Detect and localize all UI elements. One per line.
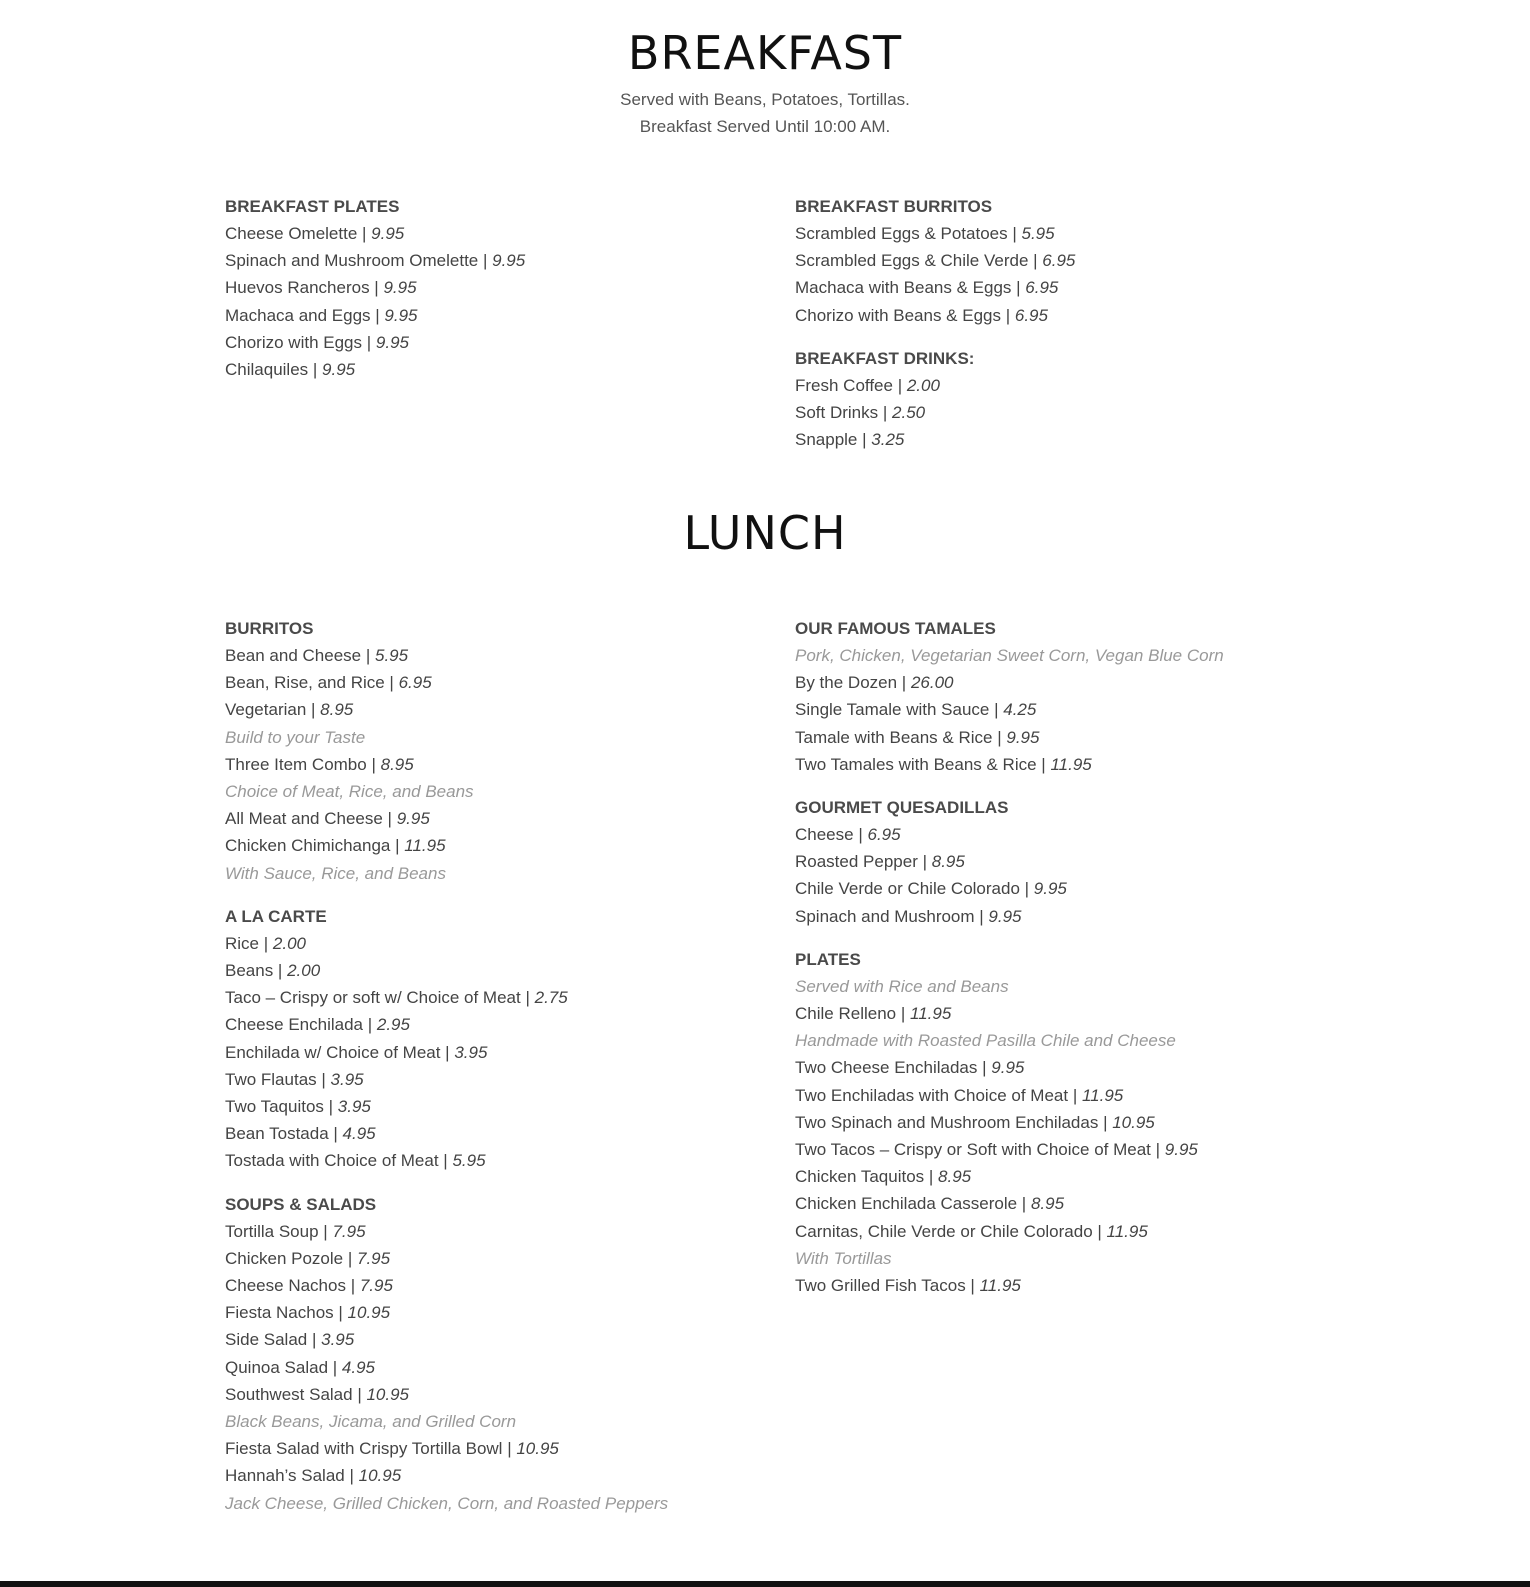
menu-item-price: 11.95 <box>1081 1085 1124 1105</box>
menu-item-separator: | <box>307 1330 322 1350</box>
menu-item-separator: | <box>857 430 872 450</box>
menu-item-price: 5.95 <box>1021 224 1055 243</box>
menu-item <box>225 1354 795 1381</box>
breakfast-right-column <box>795 193 1305 469</box>
menu-group-heading: PLATES <box>795 949 861 969</box>
menu-item-name: Chile Relleno <box>795 1004 897 1024</box>
menu-item <box>225 247 795 274</box>
breakfast-subtitle-line: Served with Beans, Potatoes, Tortillas. <box>620 90 910 109</box>
menu-item <box>795 372 1305 399</box>
menu-item-price: 2.00 <box>272 933 306 953</box>
menu-item <box>225 329 795 356</box>
menu-item-separator: | <box>370 305 385 325</box>
menu-item-price: 3.95 <box>330 1069 364 1089</box>
menu-item-separator: | <box>440 1042 455 1062</box>
menu-item-separator: | <box>366 754 381 774</box>
menu-item-separator: | <box>345 1276 360 1296</box>
menu-item <box>225 1381 795 1408</box>
menu-item <box>225 1093 795 1120</box>
menu-item-name: Spinach and Mushroom Omelette <box>225 251 479 271</box>
menu-item-name: Tostada with Choice of Meat <box>225 1151 439 1171</box>
menu-item-note: Choice of Meat, Rice, and Beans <box>225 782 474 802</box>
menu-item-price: 9.95 <box>384 305 418 325</box>
menu-item <box>795 875 1305 902</box>
menu-item <box>795 1136 1305 1163</box>
menu-item-separator: | <box>1150 1140 1165 1160</box>
menu-item <box>225 1462 795 1489</box>
menu-item-name: Chicken Chimichanga <box>225 836 391 856</box>
menu-item <box>225 984 795 1011</box>
menu-group-heading: BURRITOS <box>225 619 314 638</box>
menu-group-heading: A LA CARTE <box>225 906 327 926</box>
lunch-right-column <box>795 615 1305 1533</box>
menu-item <box>795 848 1305 875</box>
menu-item-name: Two Flautas <box>225 1069 317 1089</box>
menu-group <box>225 615 795 887</box>
menu-item-price: 9.95 <box>322 360 356 380</box>
menu-item-price: 2.00 <box>906 375 940 395</box>
menu-item <box>795 274 1305 301</box>
menu-item <box>795 696 1305 723</box>
lunch-menu <box>225 615 1305 1533</box>
menu-item <box>795 220 1305 247</box>
menu-group <box>795 193 1305 329</box>
lunch-title: LUNCH <box>683 506 847 560</box>
menu-item-name: Tortilla Soup <box>225 1221 319 1241</box>
menu-item-separator: | <box>977 1058 992 1078</box>
menu-item-name: Bean and Cheese <box>225 646 362 665</box>
breakfast-subtitle-line: Breakfast Served Until 10:00 AM. <box>639 117 891 136</box>
menu-item-name: Two Spinach and Mushroom Enchiladas <box>795 1112 1099 1132</box>
menu-item <box>795 1190 1305 1217</box>
menu-item <box>225 957 795 984</box>
menu-item-price: 10.95 <box>516 1439 559 1459</box>
menu-item <box>225 642 795 669</box>
menu-group <box>225 903 795 1175</box>
menu-item-price: 8.95 <box>380 754 414 774</box>
menu-group <box>225 193 795 383</box>
menu-item-name: Single Tamale with Sauce <box>795 700 990 720</box>
menu-item-name: Spinach and Mushroom <box>795 906 975 926</box>
menu-item-price: 8.95 <box>320 700 354 720</box>
menu-item-name: Beans <box>225 961 274 981</box>
menu-item-name: Two Grilled Fish Tacos <box>795 1276 966 1296</box>
menu-group-heading: SOUPS & SALADS <box>225 1194 377 1214</box>
menu-item-name: Chorizo with Beans & Eggs <box>795 305 1001 325</box>
menu-item <box>795 1163 1305 1190</box>
menu-group-heading: BREAKFAST BURRITOS <box>795 197 993 216</box>
menu-group-heading: GOURMET QUESADILLAS <box>795 798 1009 818</box>
menu-item-separator: | <box>878 403 893 423</box>
menu-item <box>225 1435 795 1462</box>
menu-item-price: 11.95 <box>404 836 446 856</box>
menu-item <box>795 751 1305 778</box>
menu-item-separator: | <box>478 251 493 271</box>
menu-item-name: Three Item Combo <box>225 754 367 774</box>
menu-item-price: 7.95 <box>332 1221 366 1241</box>
menu-item-name: Bean Tostada <box>225 1124 329 1144</box>
menu-item-price: 11.95 <box>979 1276 1021 1296</box>
menu-item-price: 2.50 <box>892 403 926 423</box>
menu-item-price: 10.95 <box>1112 1112 1155 1132</box>
menu-item-note: Jack Cheese, Grilled Chicken, Corn, and Roasted Peppers <box>225 1493 669 1513</box>
menu-item-price: 9.95 <box>991 1058 1025 1078</box>
menu-item-separator: | <box>328 1124 343 1144</box>
menu-item <box>225 1011 795 1038</box>
menu-item-price: 5.95 <box>452 1151 486 1171</box>
menu-item <box>225 274 795 301</box>
menu-item <box>795 1218 1305 1245</box>
menu-item-price: 9.95 <box>371 224 405 243</box>
menu-group-heading: OUR FAMOUS TAMALES <box>795 619 996 638</box>
menu-item-name: Soft Drinks <box>795 403 879 423</box>
menu-item-separator: | <box>1011 278 1026 298</box>
menu-item <box>795 669 1305 696</box>
menu-item-name: Fiesta Nachos <box>225 1303 334 1323</box>
menu-item-name: Scrambled Eggs & Potatoes <box>795 224 1008 243</box>
menu-item-separator: | <box>357 224 372 243</box>
menu-item <box>225 1120 795 1147</box>
menu-item <box>795 1272 1305 1299</box>
menu-item-note: Build to your Taste <box>225 727 366 747</box>
menu-item-name: Bean, Rise, and Rice <box>225 673 385 693</box>
menu-item-separator: | <box>382 809 397 829</box>
menu-item-separator: | <box>1028 251 1043 271</box>
menu-item-name: Rice <box>225 933 260 953</box>
menu-group <box>795 946 1305 1299</box>
menu-item <box>795 1054 1305 1081</box>
lunch-left-column <box>225 615 795 1533</box>
menu-item-price: 9.95 <box>383 278 417 298</box>
menu-item-name: Two Tacos – Crispy or Soft with Choice of Meat <box>795 1140 1151 1160</box>
menu-item-price: 8.95 <box>931 852 965 872</box>
menu-group-heading: BREAKFAST PLATES <box>225 197 400 216</box>
menu-item-separator: | <box>1017 1194 1031 1214</box>
menu-item-price: 2.95 <box>376 1015 410 1035</box>
menu-item-separator: | <box>974 906 989 926</box>
menu-item-name: Carnitas, Chile Verde or Chile Colorado <box>795 1221 1093 1241</box>
menu-item-separator: | <box>965 1276 980 1296</box>
menu-item-name: Chile Verde or Chile Colorado <box>795 879 1020 899</box>
menu-item-separator: | <box>1036 754 1051 774</box>
menu-item-price: 2.75 <box>534 988 568 1008</box>
menu-item-price: 7.95 <box>357 1248 391 1268</box>
menu-item <box>225 805 795 832</box>
menu-item-note: Pork, Chicken, Vegetarian Sweet Corn, Vegan Blue Corn <box>795 646 1224 665</box>
menu-item-name: Quinoa Salad <box>225 1357 329 1377</box>
menu-item-name: Two Taquitos <box>225 1097 324 1117</box>
menu-item-separator: | <box>917 852 932 872</box>
menu-item-price: 11.95 <box>1106 1221 1148 1241</box>
menu-item-price: 4.95 <box>342 1124 376 1144</box>
menu-item-price: 11.95 <box>1050 754 1092 774</box>
menu-group <box>795 345 1305 454</box>
menu-item-separator: | <box>438 1151 453 1171</box>
menu-item-separator: | <box>369 278 384 298</box>
menu-item-name: Southwest Salad <box>225 1384 353 1404</box>
menu-item-separator: | <box>992 727 1007 747</box>
menu-item-price: 9.95 <box>492 251 526 271</box>
menu-item-separator: | <box>1019 879 1034 899</box>
menu-item-separator: | <box>1001 305 1015 325</box>
menu-item-name: Two Cheese Enchiladas <box>795 1058 978 1078</box>
menu-item-name: Chicken Taquitos <box>795 1167 925 1187</box>
menu-item <box>225 1066 795 1093</box>
menu-item-separator: | <box>343 1248 357 1268</box>
menu-item-price: 4.25 <box>1003 700 1037 720</box>
menu-item <box>225 832 795 859</box>
menu-item <box>225 669 795 696</box>
menu-item-name: Two Tamales with Beans & Rice <box>795 754 1037 774</box>
menu-item-separator: | <box>502 1439 517 1459</box>
footer-bar <box>0 1581 1530 1587</box>
menu-item-note: Served with Rice and Beans <box>795 976 1009 996</box>
menu-group <box>795 615 1305 778</box>
menu-item-price: 8.95 <box>1030 1194 1065 1214</box>
menu-item-separator: | <box>1007 224 1022 243</box>
menu-item <box>225 930 795 957</box>
breakfast-left-column <box>225 193 795 469</box>
menu-item-price: 9.95 <box>1006 727 1040 747</box>
menu-item-separator: | <box>892 375 907 395</box>
menu-item-price: 8.95 <box>938 1167 972 1187</box>
menu-item-separator: | <box>896 1004 910 1024</box>
menu-group <box>225 1191 795 1517</box>
menu-item-name: Roasted Pepper <box>795 852 918 872</box>
menu-item-price: 6.95 <box>1025 278 1059 298</box>
menu-item-name: Cheese <box>795 825 854 845</box>
menu-item-price: 7.95 <box>359 1276 393 1296</box>
menu-item-price: 5.95 <box>374 646 409 665</box>
menu-item-name: Scrambled Eggs & Chile Verde <box>795 251 1029 271</box>
menu-item-price: 3.95 <box>321 1330 355 1350</box>
menu-item-price: 6.95 <box>1042 251 1076 271</box>
menu-group <box>795 794 1305 930</box>
menu-item-name: Taco – Crispy or soft w/ Choice of Meat <box>225 988 521 1008</box>
menu-item-name: Huevos Rancheros <box>225 278 370 298</box>
menu-item-price: 10.95 <box>358 1466 402 1486</box>
menu-item-price: 4.95 <box>341 1357 375 1377</box>
menu-item-name: Chorizo with Eggs <box>225 332 363 352</box>
menu-item-price: 6.95 <box>398 673 432 693</box>
menu-item-separator: | <box>1098 1112 1113 1132</box>
menu-item <box>795 821 1305 848</box>
menu-item <box>225 696 795 723</box>
menu-item <box>225 1218 795 1245</box>
menu-item-separator: | <box>520 988 535 1008</box>
menu-item-price: 9.95 <box>375 332 409 352</box>
menu-item <box>225 356 795 383</box>
menu-item <box>795 1082 1305 1109</box>
menu-group-heading: BREAKFAST DRINKS: <box>795 348 975 368</box>
menu-item-name: Cheese Omelette <box>225 224 358 243</box>
menu-item <box>225 1272 795 1299</box>
menu-item <box>225 1326 795 1353</box>
menu-item-separator: | <box>318 1221 333 1241</box>
menu-item <box>225 1299 795 1326</box>
menu-item-separator: | <box>1092 1221 1107 1241</box>
menu-item-separator: | <box>306 700 321 720</box>
menu-item <box>225 220 795 247</box>
menu-item-separator: | <box>316 1069 331 1089</box>
menu-item-name: All Meat and Cheese <box>225 809 383 829</box>
menu-item-price: 3.25 <box>871 430 905 450</box>
menu-item-name: Enchilada w/ Choice of Meat <box>225 1042 441 1062</box>
menu-item <box>225 302 795 329</box>
menu-item-note: With Tortillas <box>795 1248 892 1268</box>
menu-item-name: Machaca with Beans & Eggs <box>795 278 1012 298</box>
breakfast-subtitle <box>0 86 1530 140</box>
menu-item <box>795 302 1305 329</box>
menu-item-separator: | <box>333 1303 348 1323</box>
menu-item-name: Chilaquiles <box>225 360 309 380</box>
menu-item-price: 6.95 <box>1014 305 1048 325</box>
menu-item-separator: | <box>989 700 1004 720</box>
menu-item-price: 9.95 <box>1033 879 1067 899</box>
menu-item-price: 6.95 <box>867 825 901 845</box>
menu-item-name: Fresh Coffee <box>795 375 893 395</box>
menu-item-name: Two Enchiladas with Choice of Meat <box>795 1085 1069 1105</box>
menu-item-name: Vegetarian <box>225 700 307 720</box>
menu-item-separator: | <box>1068 1085 1082 1105</box>
menu-item-name: Tamale with Beans & Rice <box>795 727 993 747</box>
menu-item-price: 3.95 <box>454 1042 488 1062</box>
menu-item <box>795 247 1305 274</box>
menu-item <box>795 1109 1305 1136</box>
menu-item-price: 9.95 <box>1164 1140 1198 1160</box>
menu-item <box>795 1000 1305 1027</box>
menu-item-name: Machaca and Eggs <box>225 305 371 325</box>
menu-item-separator: | <box>384 673 399 693</box>
menu-item-separator: | <box>344 1466 359 1486</box>
menu-item-name: By the Dozen <box>795 673 898 693</box>
menu-item <box>225 751 795 778</box>
breakfast-menu <box>225 193 1305 469</box>
menu-item-separator: | <box>924 1167 939 1187</box>
menu-item <box>795 426 1305 453</box>
menu-item-name: Cheese Nachos <box>225 1276 346 1296</box>
menu-item <box>795 399 1305 426</box>
menu-item-note: Handmade with Roasted Pasilla Chile and Cheese <box>795 1031 1176 1051</box>
menu-item-price: 11.95 <box>910 1004 952 1024</box>
menu-item-note: With Sauce, Rice, and Beans <box>225 863 446 883</box>
menu-item-separator: | <box>362 1015 377 1035</box>
menu-item-name: Snapple <box>795 430 858 450</box>
menu-item-price: 2.00 <box>287 961 321 981</box>
menu-item <box>225 1245 795 1272</box>
menu-item-separator: | <box>897 673 911 693</box>
menu-item-separator: | <box>361 646 375 665</box>
menu-item-name: Side Salad <box>225 1330 308 1350</box>
menu-item <box>225 1147 795 1174</box>
menu-item-name: Fiesta Salad with Crispy Tortilla Bowl <box>225 1439 503 1459</box>
menu-item-price: 26.00 <box>910 673 954 693</box>
menu-item-separator: | <box>853 825 868 845</box>
menu-item-separator: | <box>323 1097 338 1117</box>
menu-item-name: Chicken Enchilada Casserole <box>795 1194 1018 1214</box>
menu-item-name: Chicken Pozole <box>225 1248 344 1268</box>
menu-item-name: Cheese Enchilada <box>225 1015 363 1035</box>
menu-item-note: Black Beans, Jicama, and Grilled Corn <box>225 1412 517 1432</box>
menu-item-separator: | <box>352 1384 367 1404</box>
menu-item-price: 9.95 <box>988 906 1022 926</box>
menu-item-price: 10.95 <box>366 1384 410 1404</box>
menu-item-separator: | <box>273 961 288 981</box>
breakfast-title: BREAKFAST <box>627 26 903 80</box>
menu-item-price: 3.95 <box>337 1097 371 1117</box>
menu-item-name: Hannah’s Salad <box>225 1466 345 1486</box>
menu-item-separator: | <box>328 1357 342 1377</box>
menu-item-separator: | <box>362 332 376 352</box>
menu-item <box>225 1039 795 1066</box>
menu-item <box>795 903 1305 930</box>
menu-item-separator: | <box>308 360 323 380</box>
menu-item-separator: | <box>390 836 405 856</box>
menu-item-separator: | <box>259 933 273 953</box>
menu-item-price: 9.95 <box>396 809 430 829</box>
menu-item-price: 10.95 <box>347 1303 391 1323</box>
menu-item <box>795 724 1305 751</box>
